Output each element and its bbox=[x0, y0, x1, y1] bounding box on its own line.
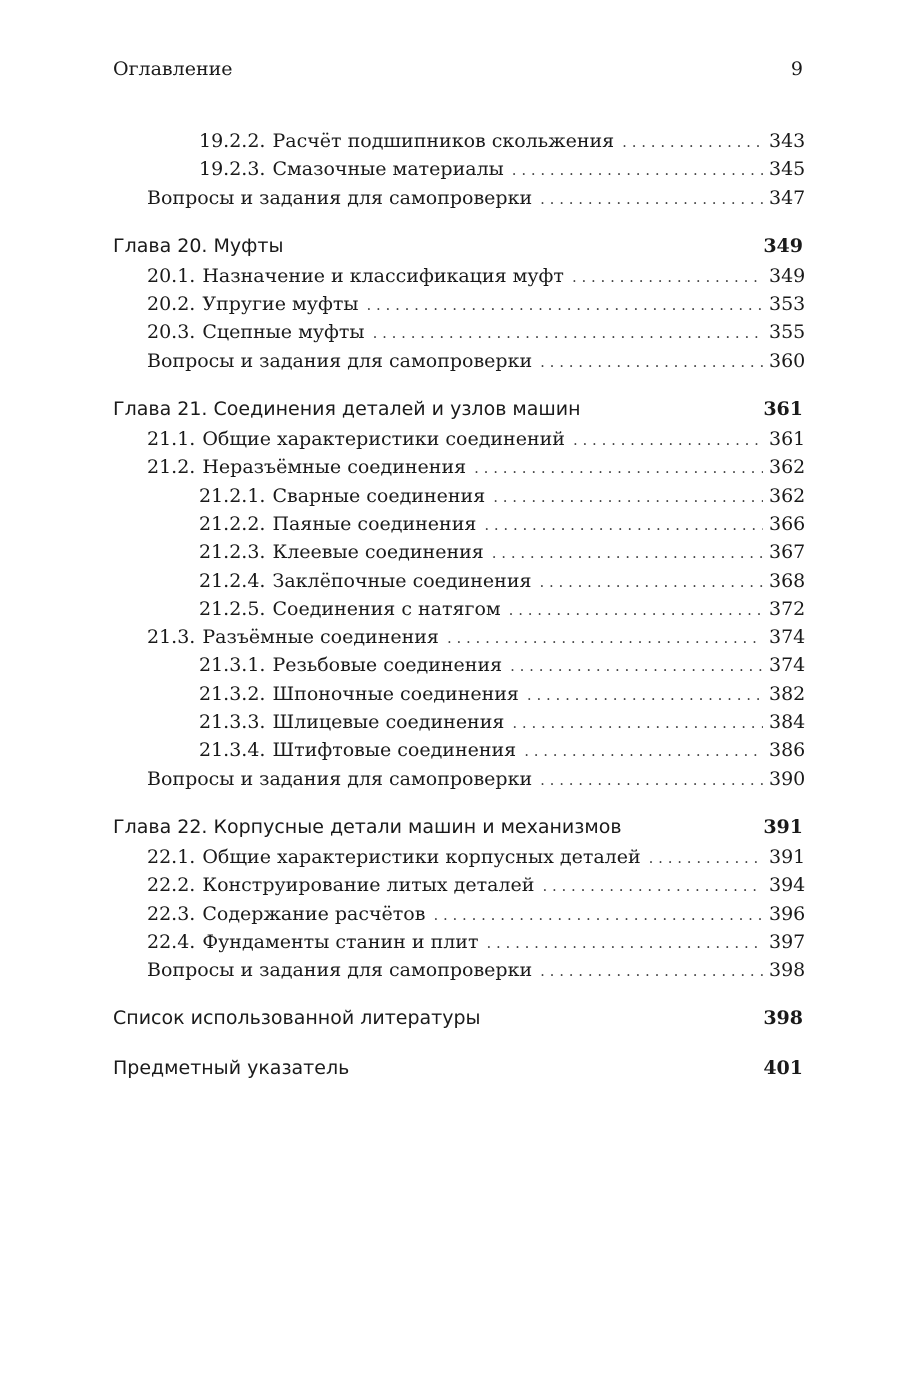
toc-entry-page: 349 bbox=[769, 264, 806, 287]
toc-entry-title: Упругие муфты bbox=[202, 293, 359, 316]
toc-entry-title: Заклёпочные соединения bbox=[272, 569, 532, 592]
toc-entry-title: Клеевые соединения bbox=[272, 541, 484, 564]
toc-entry-title: Вопросы и задания для самопроверки bbox=[147, 767, 533, 790]
toc-entry-number: 22.1. bbox=[147, 845, 196, 868]
toc-leader-dots bbox=[540, 962, 763, 980]
toc-leader-dots bbox=[540, 190, 763, 208]
toc-entry-22-4[interactable] bbox=[113, 930, 806, 959]
toc-leader-dots bbox=[540, 353, 763, 371]
toc-entry-page: 368 bbox=[769, 569, 806, 592]
toc-entry-number: 21.3.1. bbox=[199, 654, 266, 677]
toc-entry-number: 21.3. bbox=[147, 626, 196, 649]
toc-entry-page: 345 bbox=[769, 158, 806, 181]
toc-chapter-page: 398 bbox=[763, 1007, 803, 1030]
toc-entry-page: 366 bbox=[769, 512, 806, 535]
toc-leader-dots bbox=[447, 629, 763, 647]
toc-chapter-22[interactable] bbox=[113, 816, 803, 846]
toc-entry-title: Шпоночные соединения bbox=[272, 682, 519, 705]
toc-entry-questions-21[interactable] bbox=[113, 767, 806, 796]
toc-entry-title: Сварные соединения bbox=[272, 484, 486, 507]
toc-leader-dots bbox=[512, 161, 763, 179]
toc-entry-20-1[interactable] bbox=[113, 264, 806, 293]
toc-entry-number: 20.1. bbox=[147, 264, 196, 287]
toc-chapter-title: Глава 21. Соединения деталей и узлов машин bbox=[113, 398, 581, 421]
toc-leader-dots bbox=[509, 601, 763, 619]
running-head-page-number: 9 bbox=[790, 58, 803, 80]
toc-chapter-page: 401 bbox=[763, 1057, 803, 1080]
toc-leader-dots bbox=[542, 877, 763, 895]
toc-chapter-title: Глава 22. Корпусные детали машин и механизмов bbox=[113, 815, 622, 838]
toc-entry-21-2-1[interactable] bbox=[113, 484, 806, 513]
toc-entry-20-3[interactable] bbox=[113, 321, 806, 349]
toc-entry-title: Назначение и классификация муфт bbox=[202, 264, 564, 287]
toc-entry-page: 384 bbox=[769, 711, 806, 734]
toc-entry-number: 21.2.2. bbox=[199, 512, 266, 535]
toc-entry-21-3-2[interactable] bbox=[113, 682, 806, 711]
toc-leader-dots bbox=[492, 544, 763, 562]
toc-entry-number: 21.2.3. bbox=[199, 541, 266, 564]
toc-entry-page: 355 bbox=[769, 321, 806, 344]
toc-chapter-title: Список использованной литературы bbox=[113, 1007, 481, 1030]
toc-chapter-page: 361 bbox=[763, 398, 803, 421]
toc-entry-21-2-5[interactable] bbox=[113, 597, 806, 626]
toc-entry-page: 394 bbox=[769, 874, 806, 897]
toc-entry-title: Резьбовые соединения bbox=[272, 654, 503, 677]
toc-entry-title: Соединения с натягом bbox=[272, 597, 501, 620]
toc-leader-dots bbox=[573, 431, 763, 449]
toc-chapter-page: 391 bbox=[763, 815, 803, 838]
toc-entry-page: 353 bbox=[769, 293, 806, 316]
toc-entry-title: Вопросы и задания для самопроверки bbox=[147, 186, 533, 209]
toc-leader-dots bbox=[493, 488, 763, 506]
toc-entry-page: 390 bbox=[769, 767, 806, 790]
toc-leader-dots bbox=[524, 742, 763, 760]
toc-entry-21-2-4[interactable] bbox=[113, 569, 806, 598]
toc-entry-number: 21.3.4. bbox=[199, 739, 266, 762]
toc-entry-number: 19.2.3. bbox=[199, 158, 266, 181]
toc-leader-dots bbox=[540, 771, 763, 789]
toc-entry-page: 391 bbox=[769, 845, 806, 868]
table-of-contents bbox=[113, 130, 806, 1087]
toc-leader-dots bbox=[373, 324, 763, 342]
toc-leader-dots bbox=[512, 714, 763, 732]
toc-entry-21-2[interactable] bbox=[113, 456, 806, 484]
toc-entry-22-3[interactable] bbox=[113, 902, 806, 931]
toc-entry-page: 374 bbox=[769, 626, 806, 649]
toc-entry-page: 360 bbox=[769, 349, 806, 372]
toc-entry-page: 396 bbox=[769, 902, 806, 925]
toc-entry-number: 21.3.2. bbox=[199, 682, 266, 705]
toc-entry-number: 22.4. bbox=[147, 930, 196, 953]
toc-entry-title: Сцепные муфты bbox=[202, 321, 365, 344]
toc-entry-number: 21.2. bbox=[147, 456, 196, 479]
toc-leader-dots bbox=[539, 573, 763, 591]
toc-entry-21-3-3[interactable] bbox=[113, 711, 806, 739]
toc-entry-title: Фундаменты станин и плит bbox=[202, 930, 479, 953]
toc-entry-19-2-2[interactable] bbox=[113, 130, 806, 158]
toc-entry-page: 397 bbox=[769, 930, 806, 953]
toc-entry-title: Содержание расчётов bbox=[202, 902, 426, 925]
toc-entry-title: Шлицевые соединения bbox=[272, 711, 505, 734]
toc-entry-title: Неразъёмные соединения bbox=[202, 456, 467, 479]
toc-entry-21-2-2[interactable] bbox=[113, 512, 806, 541]
toc-entry-page: 386 bbox=[769, 739, 806, 762]
toc-entry-page: 362 bbox=[769, 484, 806, 507]
toc-entry-number: 22.2. bbox=[147, 874, 196, 897]
toc-leader-dots bbox=[486, 934, 763, 952]
toc-entry-21-3-1[interactable] bbox=[113, 654, 806, 682]
toc-entry-number: 21.2.5. bbox=[199, 597, 266, 620]
toc-entry-22-2[interactable] bbox=[113, 874, 806, 902]
toc-leader-dots bbox=[510, 657, 763, 675]
toc-entry-page: 361 bbox=[769, 428, 806, 451]
toc-leader-dots bbox=[433, 906, 763, 924]
toc-chapter-20[interactable] bbox=[113, 235, 803, 265]
toc-entry-questions-19[interactable] bbox=[113, 186, 806, 215]
toc-leader-dots bbox=[649, 849, 763, 867]
toc-entry-21-1[interactable] bbox=[113, 428, 806, 456]
toc-leader-dots bbox=[474, 459, 763, 477]
toc-entry-number: 21.1. bbox=[147, 428, 196, 451]
toc-leader-dots bbox=[527, 686, 763, 704]
toc-entry-21-3-4[interactable] bbox=[113, 739, 806, 767]
running-head-title: Оглавление bbox=[113, 58, 233, 80]
toc-entry-title: Конструирование литых деталей bbox=[202, 874, 535, 897]
toc-bibliography[interactable] bbox=[113, 1007, 803, 1037]
toc-entry-21-2-3[interactable] bbox=[113, 541, 806, 569]
toc-leader-dots bbox=[572, 268, 763, 286]
toc-entry-page: 367 bbox=[769, 541, 806, 564]
toc-entry-title: Разъёмные соединения bbox=[202, 626, 439, 649]
toc-entry-title: Штифтовые соединения bbox=[272, 739, 517, 762]
toc-entry-title: Паяные соединения bbox=[272, 512, 477, 535]
toc-entry-19-2-3[interactable] bbox=[113, 158, 806, 186]
toc-entry-title: Общие характеристики корпусных деталей bbox=[202, 845, 641, 868]
toc-leader-dots bbox=[366, 296, 763, 314]
toc-entry-number: 20.3. bbox=[147, 321, 196, 344]
running-head bbox=[113, 58, 803, 86]
toc-entry-title: Смазочные материалы bbox=[272, 158, 504, 181]
toc-entry-page: 398 bbox=[769, 959, 806, 982]
toc-subject-index[interactable] bbox=[113, 1057, 803, 1087]
toc-entry-title: Вопросы и задания для самопроверки bbox=[147, 349, 533, 372]
toc-entry-number: 20.2. bbox=[147, 293, 196, 316]
toc-chapter-page: 349 bbox=[763, 234, 803, 257]
toc-entry-questions-22[interactable] bbox=[113, 959, 806, 987]
toc-entry-page: 382 bbox=[769, 682, 806, 705]
toc-entry-number: 21.2.1. bbox=[199, 484, 266, 507]
toc-chapter-21[interactable] bbox=[113, 398, 803, 428]
toc-entry-number: 19.2.2. bbox=[199, 130, 266, 152]
toc-entry-22-1[interactable] bbox=[113, 845, 806, 874]
toc-entry-page: 362 bbox=[769, 456, 806, 479]
toc-entry-questions-20[interactable] bbox=[113, 349, 806, 378]
toc-entry-20-2[interactable] bbox=[113, 293, 806, 321]
toc-entry-page: 372 bbox=[769, 597, 806, 620]
toc-leader-dots bbox=[622, 133, 763, 151]
toc-entry-page: 343 bbox=[769, 130, 806, 152]
toc-entry-21-3[interactable] bbox=[113, 626, 806, 654]
toc-entry-title: Общие характеристики соединений bbox=[202, 428, 565, 451]
toc-entry-page: 347 bbox=[769, 186, 806, 209]
toc-entry-number: 21.2.4. bbox=[199, 569, 266, 592]
toc-entry-title: Расчёт подшипников скольжения bbox=[272, 130, 615, 152]
toc-leader-dots bbox=[484, 516, 763, 534]
toc-chapter-title: Предметный указатель bbox=[113, 1057, 350, 1080]
toc-chapter-title: Глава 20. Муфты bbox=[113, 234, 284, 257]
toc-entry-number: 22.3. bbox=[147, 902, 196, 925]
toc-entry-title: Вопросы и задания для самопроверки bbox=[147, 959, 533, 982]
toc-entry-page: 374 bbox=[769, 654, 806, 677]
toc-entry-number: 21.3.3. bbox=[199, 711, 266, 734]
